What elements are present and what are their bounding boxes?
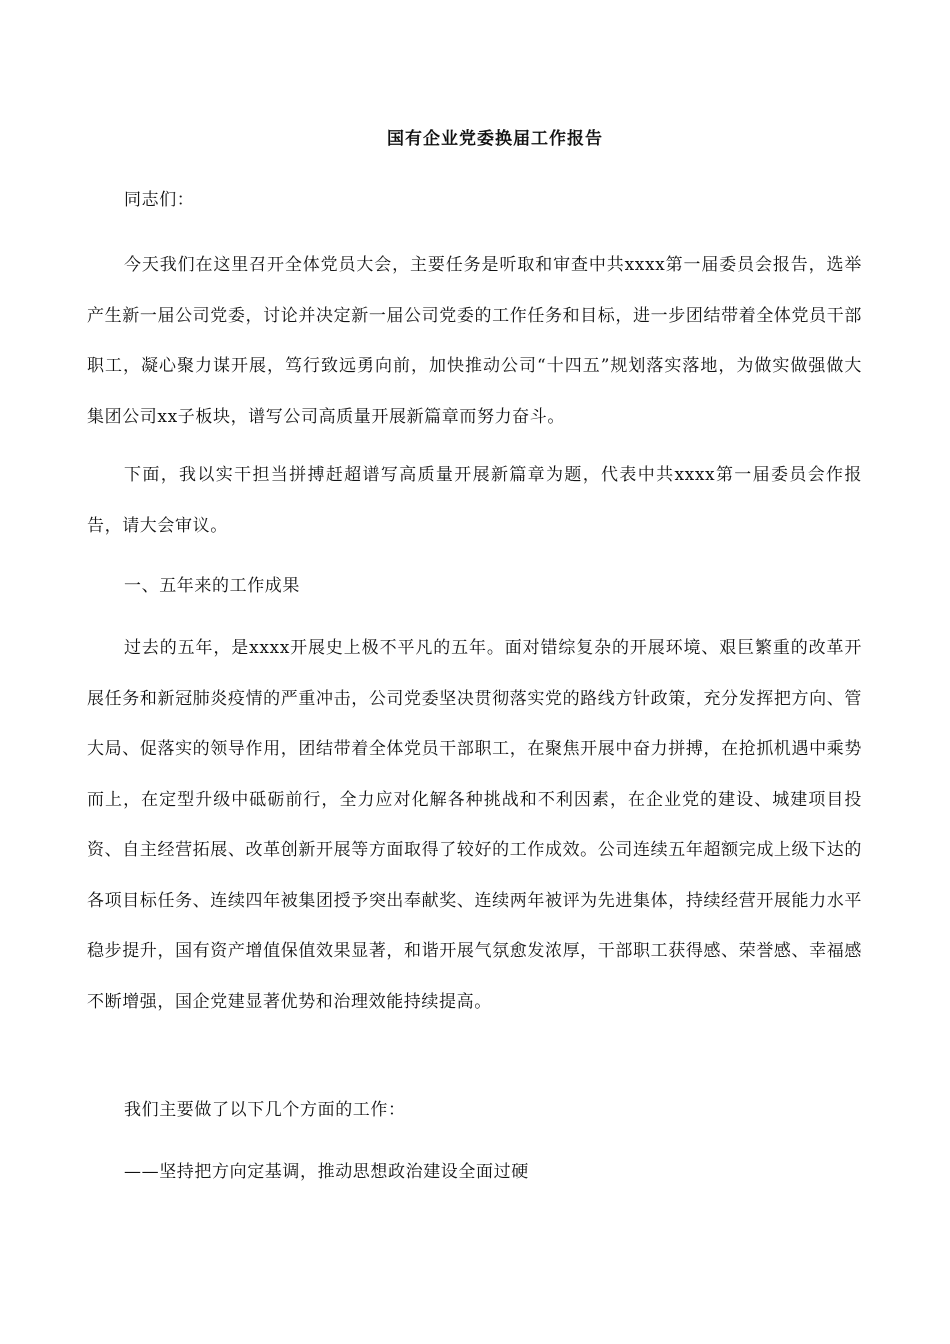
report-topic-paragraph: 下面，我以实干担当拼搏赶超谱写高质量开展新篇章为题，代表中共xxxx第一届委员会作报告，请大会审议。 <box>87 465 862 536</box>
five-year-review-paragraph: 过去的五年，是xxxx开展史上极不平凡的五年。面对错综复杂的开展环境、艰巨繁重的改革开展任务和新冠肺炎疫情的严重冲击，公司党委坚决贯彻落实党的路线方针政策，充分发挥把方向、管大局、促落实的领导作用，团结带着全体党员干部职工，在聚焦开展中奋力拼搏，在抢抓机遇中乘势而上，在定型升级中砥砺前行，全力应对化解各种挑战和不利因素，在企业党的建设、城建项目投资、自主经营拓展、改革创新开展等方面取得了较好的工作成效。公司连续五年超额完成上级下达的各项目标任务、连续四年被集团授予突出奉献奖、连续两年被评为先进集体，持续经营开展能力水平稳步提升，国有资产增值保值效果显著，和谐开展气氛愈发浓厚，干部职工获得感、荣誉感、幸福感不断增强，国企党建显著优势和治理效能持续提高。 <box>87 638 862 1012</box>
work-item-heading: ——坚持把方向定基调，推动思想政治建设全面过硬 <box>124 1162 529 1182</box>
section-heading: 一、五年来的工作成果 <box>124 576 300 596</box>
document-title: 国有企业党委换届工作报告 <box>387 129 603 149</box>
intro-paragraph: 今天我们在这里召开全体党员大会，主要任务是听取和审查中共xxxx第一届委员会报告，选举产生新一届公司党委，讨论并决定新一届公司党委的工作任务和目标，进一步团结带着全体党员干部职工，凝心聚力谋开展，笃行致远勇向前，加快推动公司“十四五”规划落实落地，为做实做强做大集团公司xx子板块，谱写公司高质量开展新篇章而努力奋斗。 <box>87 255 862 427</box>
greeting: 同志们： <box>124 190 195 210</box>
main-work-intro: 我们主要做了以下几个方面的工作： <box>124 1100 406 1120</box>
